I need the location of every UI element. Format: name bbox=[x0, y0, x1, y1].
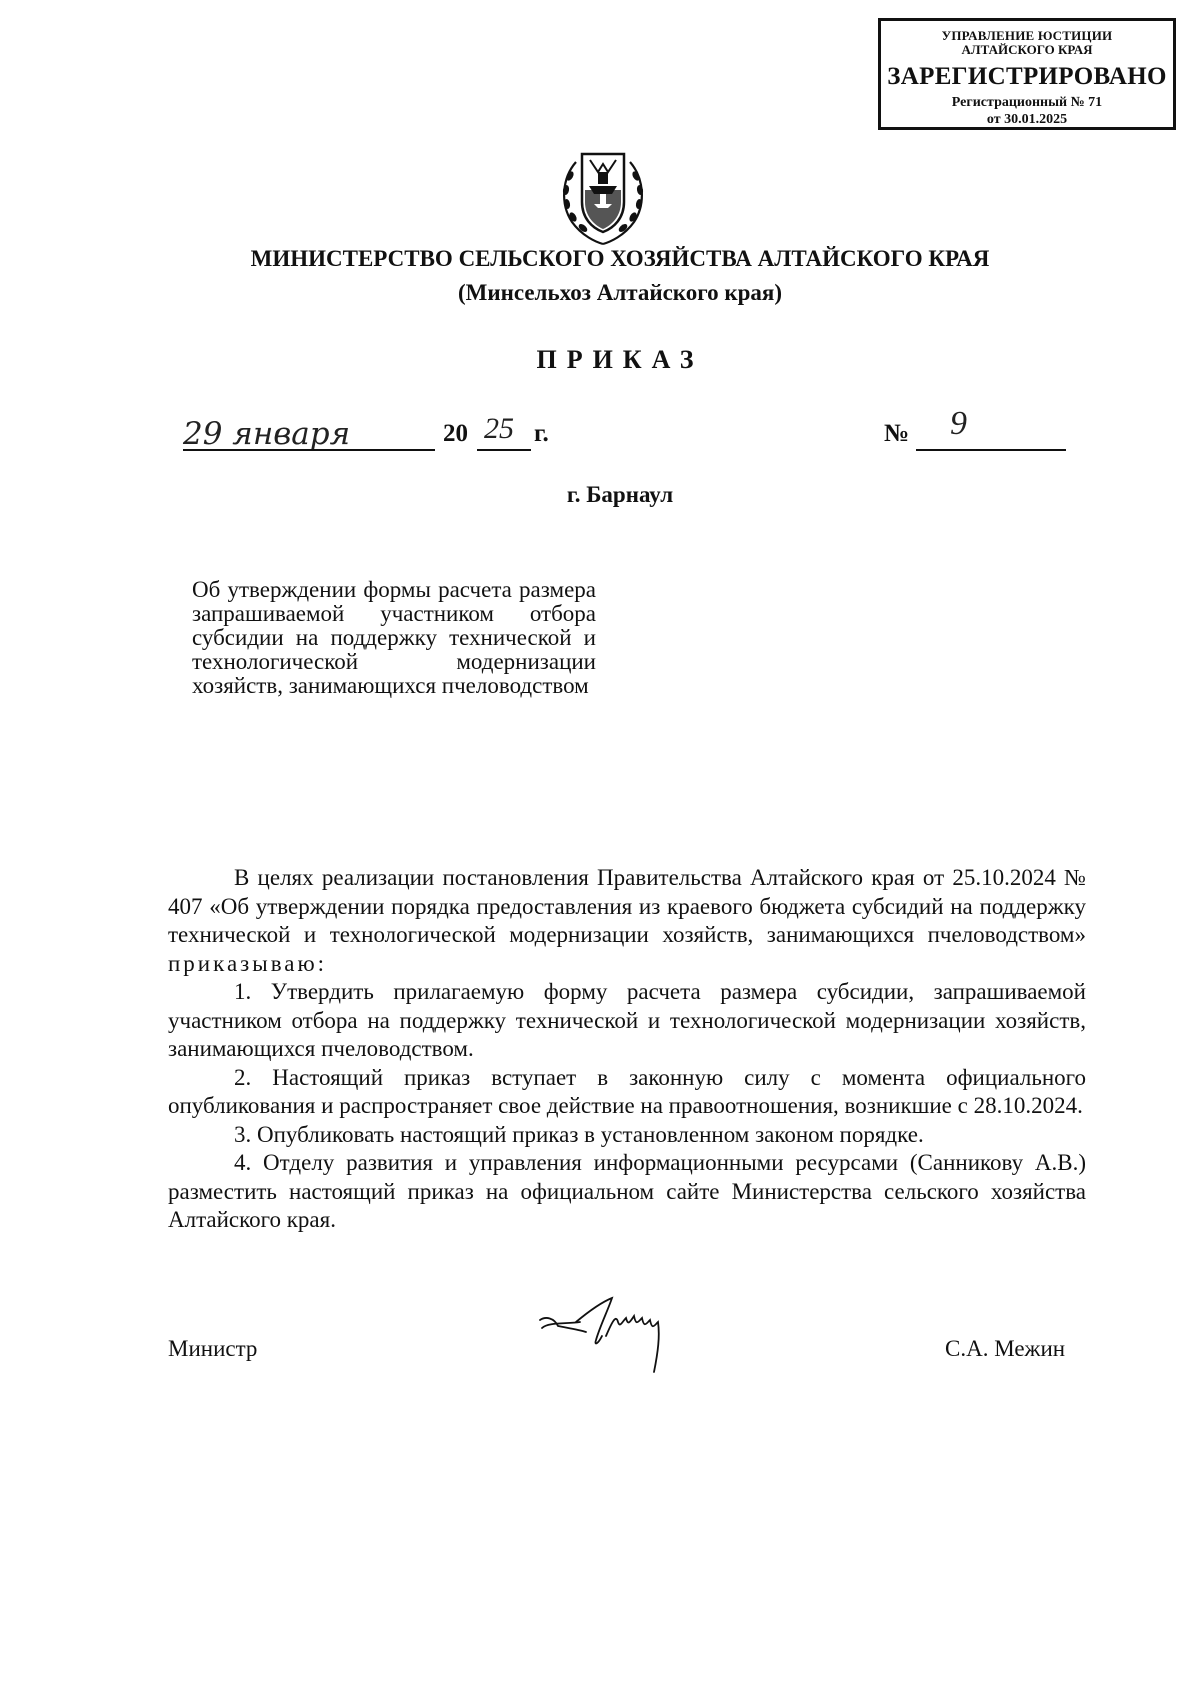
order-number-handwritten: 9 bbox=[950, 405, 967, 442]
order-city: г. Барнаул bbox=[566, 482, 674, 507]
date-underline bbox=[183, 449, 435, 451]
body-item-1: 1. Утвердить прилагаемую форму расчета размера субсидии, запрашиваемой участником отбора на поддержку технической и технологической модернизации хозяйств, занимающихся пчеловодством. bbox=[168, 979, 1086, 1061]
stamp-line1: УПРАВЛЕНИЕ ЮСТИЦИИ bbox=[941, 28, 1113, 43]
registration-stamp bbox=[878, 18, 1176, 130]
ministry-title: МИНИСТЕРСТВО СЕЛЬСКОГО ХОЗЯЙСТВА АЛТАЙСКОГО КРАЯ bbox=[250, 246, 990, 271]
handwritten-signature bbox=[536, 1292, 716, 1392]
body-item-3: 3. Опубликовать настоящий приказ в установленном законом порядке. bbox=[234, 1121, 924, 1147]
stamp-line2: АЛТАЙСКОГО КРАЯ bbox=[961, 42, 1093, 57]
body-intro-keyword: приказываю: bbox=[168, 950, 328, 976]
coat-of-arms-icon bbox=[556, 142, 650, 246]
year-handwritten: 25 bbox=[484, 412, 514, 445]
ministry-short-title: (Минсельхоз Алтайского края) bbox=[457, 280, 783, 305]
stamp-reg-number: Регистрационный № 71 bbox=[951, 95, 1103, 110]
body-intro bbox=[168, 864, 1086, 978]
signatory-title: Министр bbox=[168, 1336, 258, 1361]
body-item-2: 2. Настоящий приказ вступает в законную силу с момента официального опубликования и распространяет свое действие на правоотношения, возникшие с 28.10.2024. bbox=[168, 1064, 1086, 1118]
body-item-4: 4. Отделу развития и управления информационными ресурсами (Санникову А.В.) разместить настоящий приказ на официальном сайте Министерства сельского хозяйства Алтайского края. bbox=[168, 1150, 1086, 1232]
year-suffix: г. bbox=[534, 420, 549, 447]
number-underline bbox=[916, 449, 1066, 451]
year-underline bbox=[477, 449, 531, 451]
body-intro-text: В целях реализации постановления Правительства Алтайского края от 25.10.2024 № 407 «Об утверждении порядка предоставления из краевого бюджета субсидий на поддержку технической и технологической модернизации хозяйств, занимающихся пчеловодством» bbox=[168, 865, 1086, 947]
stamp-reg-date: от 30.01.2025 bbox=[986, 112, 1068, 127]
order-body bbox=[168, 864, 1086, 1235]
year-prefix: 20 bbox=[443, 420, 468, 447]
order-subject: Об утверждении формы расчета размера запрашиваемой участником отбора субсидии на поддержку технической и технологической модернизации хозяйств, занимающихся пчеловодством bbox=[192, 577, 596, 698]
signatory-name: С.А. Межин bbox=[945, 1336, 1066, 1361]
stamp-status: ЗАРЕГИСТРИРОВАНО bbox=[887, 63, 1167, 90]
order-number-sign: № bbox=[884, 420, 910, 447]
document-type-title: ПРИКАЗ bbox=[536, 345, 704, 374]
order-date-handwritten: 29 января bbox=[183, 416, 351, 452]
